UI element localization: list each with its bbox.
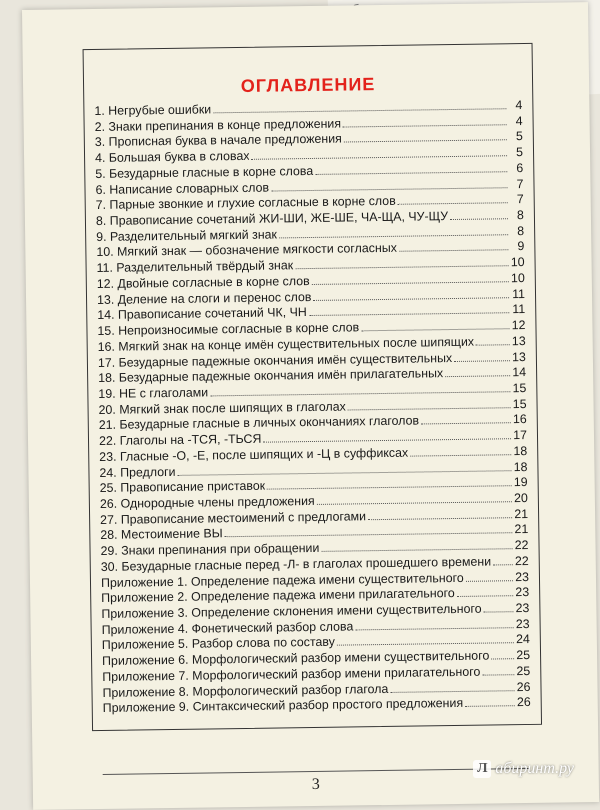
toc-entry-label: Приложение 5. Разбор слова по составу xyxy=(101,635,335,653)
toc-entry-page: 15 xyxy=(512,380,527,396)
toc-entry-label: 7. Парные звонкие и глухие согласные в корне слов xyxy=(95,194,396,213)
toc-entry-label: 22. Глаголы на -ТСЯ, -ТЬСЯ xyxy=(98,431,262,449)
toc-dot-leader xyxy=(482,674,514,675)
toc-entry-page: 6 xyxy=(516,160,524,175)
toc-dot-leader xyxy=(309,313,509,317)
toc-dot-leader xyxy=(252,155,508,160)
toc-dot-leader xyxy=(450,218,508,220)
toc-entry-label: 16. Мягкий знак на конце имён существительных после шипящих xyxy=(97,334,475,354)
toc-entry-page: 19 xyxy=(513,475,528,490)
toc-dot-leader xyxy=(457,595,513,597)
toc-entry-page: 15 xyxy=(512,396,527,411)
toc-entry-page: 22 xyxy=(514,538,529,553)
toc-entry-page: 23 xyxy=(515,569,530,584)
toc-entry-label: 1. Негрубые ошибки xyxy=(94,102,212,118)
watermark-logo-icon: Л xyxy=(473,760,491,778)
toc-entry-page: 25 xyxy=(516,648,531,663)
toc-dot-leader xyxy=(493,564,513,565)
toc-entry-label: 28. Местоимение ВЫ xyxy=(100,526,223,543)
toc-entry-page: 18 xyxy=(513,459,528,474)
toc-entry-page: 21 xyxy=(514,506,529,521)
toc-entry-label: Приложение 2. Определение падежа имени прилагательного xyxy=(101,586,455,606)
toc-dot-leader xyxy=(348,407,511,410)
toc-dot-leader xyxy=(491,658,514,659)
toc-dot-leader xyxy=(476,344,510,345)
page-number: 3 xyxy=(311,775,320,794)
toc-dot-leader xyxy=(263,438,511,442)
toc-entry-page: 21 xyxy=(514,522,529,537)
book-page xyxy=(22,2,599,810)
toc-dot-leader xyxy=(484,611,514,612)
toc-entry-label: Приложение 1. Определение падежа имени существительного xyxy=(100,570,464,590)
toc-entry-page: 8 xyxy=(517,223,525,238)
toc-entry-label: Приложение 6. Морфологический разбор имени существительного xyxy=(102,648,490,669)
toc-entry-page: 9 xyxy=(517,239,525,254)
contents-title: ОГЛАВЛЕНИЕ xyxy=(240,74,376,96)
toc-entry-label: 5. Безударные гласные в корне слова xyxy=(95,163,314,181)
toc-dot-leader xyxy=(410,454,511,456)
toc-dot-leader xyxy=(399,250,508,253)
toc-dot-leader xyxy=(315,171,507,175)
toc-dot-leader xyxy=(279,234,508,238)
toc-entry-page: 23 xyxy=(515,585,530,600)
toc-entry-page: 10 xyxy=(510,255,525,270)
toc-dot-leader xyxy=(210,391,510,396)
toc-entry-label: 20. Мягкий знак после шипящих в глаголах xyxy=(98,399,346,417)
toc-dot-leader xyxy=(390,690,514,693)
toc-entry-page: 23 xyxy=(515,600,530,616)
toc-entry-label: 12. Двойные согласные в корне слов xyxy=(96,273,310,291)
toc-entry-label: 23. Гласные -О, -Е, после шипящих и -Ц в суффиксах xyxy=(99,445,409,464)
toc-dot-leader xyxy=(178,470,512,476)
watermark xyxy=(473,760,574,778)
toc-dot-leader xyxy=(344,140,507,143)
toc-entry-label: 9. Разделительный мягкий знак xyxy=(96,227,278,244)
toc-entry-label: 14. Правописание сочетаний ЧК, ЧН xyxy=(97,305,307,323)
toc-entry-label: 24. Предлоги xyxy=(99,464,176,480)
toc-entry-label: 6. Написание словарных слов xyxy=(95,180,270,197)
toc-entry-label: 2. Знаки препинания в конце предложения xyxy=(94,116,342,134)
toc-entry-label: 29. Знаки препинания при обращении xyxy=(100,541,320,559)
toc-entry-label: 18. Безударные падежные окончания имён прилагательных xyxy=(98,366,444,386)
toc-entry-label: 8. Правописание сочетаний ЖИ-ШИ, ЖЕ-ШЕ, ЧА-ЩА, ЧУ-ЩУ xyxy=(95,209,449,229)
toc-dot-leader xyxy=(466,580,513,582)
toc-dot-leader xyxy=(213,108,506,113)
toc-entry-label: Приложение 7. Морфологический разбор имени прилагательного xyxy=(102,664,481,684)
toc-entry-label: Приложение 3. Определение склонения имени существительного xyxy=(101,601,482,621)
toc-entry-label: 27. Правописание местоимений с предлогами xyxy=(100,508,367,527)
contents-frame xyxy=(83,43,542,731)
contents-list xyxy=(94,98,531,717)
toc-dot-leader xyxy=(295,265,508,269)
toc-entry-page: 12 xyxy=(511,318,526,333)
toc-entry-label: 11. Разделительный твёрдый знак xyxy=(96,258,294,276)
toc-entry-page: 23 xyxy=(515,616,530,631)
toc-dot-leader xyxy=(337,643,514,646)
toc-dot-leader xyxy=(271,187,507,191)
toc-dot-leader xyxy=(361,328,509,331)
toc-entry-label: Приложение 8. Морфологический разбор глагола xyxy=(102,681,389,700)
toc-entry-label: Приложение 9. Синтаксический разбор простого предложения xyxy=(102,696,464,716)
toc-entry-page: 20 xyxy=(513,490,528,506)
toc-dot-leader xyxy=(465,706,515,708)
toc-dot-leader xyxy=(343,124,507,127)
toc-dot-leader xyxy=(368,517,512,520)
toc-entry-label: 3. Прописная буква в начале предложения xyxy=(94,131,342,150)
toc-entry-page: 5 xyxy=(516,145,524,160)
toc-entry-label: 15. Непроизносимые согласные в корне слов xyxy=(97,320,360,339)
toc-entry-label: 10. Мягкий знак — обозначение мягкости согласных xyxy=(96,241,397,260)
toc-dot-leader xyxy=(321,548,512,552)
toc-entry-page: 7 xyxy=(516,192,524,207)
toc-entry-page: 17 xyxy=(513,428,528,443)
toc-entry-page: 14 xyxy=(512,365,527,380)
toc-entry-page: 13 xyxy=(511,333,526,348)
toc-entry-page: 10 xyxy=(510,270,525,286)
toc-entry-label: 25. Правописание приставок xyxy=(99,478,266,496)
toc-dot-leader xyxy=(314,297,510,301)
toc-entry-page: 4 xyxy=(515,98,523,113)
toc-dot-leader xyxy=(225,533,513,538)
toc-entry-page: 11 xyxy=(512,286,526,301)
toc-entry-page: 5 xyxy=(515,129,523,144)
toc-entry-page: 4 xyxy=(515,113,523,128)
toc-dot-leader xyxy=(267,485,512,489)
toc-entry-page: 25 xyxy=(516,663,531,679)
toc-entry-page: 7 xyxy=(516,176,524,191)
toc-entry-label: 13. Деление на слоги и перенос слов xyxy=(96,289,312,307)
toc-entry-page: 26 xyxy=(516,679,531,694)
toc-entry-page: 22 xyxy=(514,553,529,569)
toc-dot-leader xyxy=(421,423,511,425)
toc-dot-leader xyxy=(312,281,509,285)
toc-dot-leader xyxy=(398,203,508,206)
toc-entry-label: 21. Безударные гласные в личных окончаниях глаголов xyxy=(98,413,420,433)
toc-entry-page: 11 xyxy=(512,302,526,317)
toc-entry-page: 13 xyxy=(511,349,526,364)
toc-entry-label: 30. Безударные гласные перед -Л- в глаголах прошедшего времени xyxy=(100,554,492,574)
toc-dot-leader xyxy=(355,627,513,630)
toc-entry-page: 24 xyxy=(515,632,530,647)
toc-entry-label: Приложение 4. Фонетический разбор слова xyxy=(101,619,354,637)
toc-dot-leader xyxy=(317,501,512,505)
toc-entry-label: 19. НЕ с глаголами xyxy=(98,385,209,401)
toc-entry-label: 17. Безударные падежные окончания имён существительных xyxy=(97,350,453,370)
toc-dot-leader xyxy=(445,375,510,377)
watermark-text: абиринт.ру xyxy=(495,760,574,777)
toc-entry-label: 26. Однородные члены предложения xyxy=(99,493,315,511)
toc-entry-page: 8 xyxy=(516,208,525,223)
toc-entry-label: 4. Большая буква в словах xyxy=(94,148,250,166)
toc-entry-page: 26 xyxy=(516,695,531,710)
toc-dot-leader xyxy=(454,360,510,362)
toc-entry-page: 18 xyxy=(513,443,528,458)
toc-entry-page: 16 xyxy=(512,412,527,427)
